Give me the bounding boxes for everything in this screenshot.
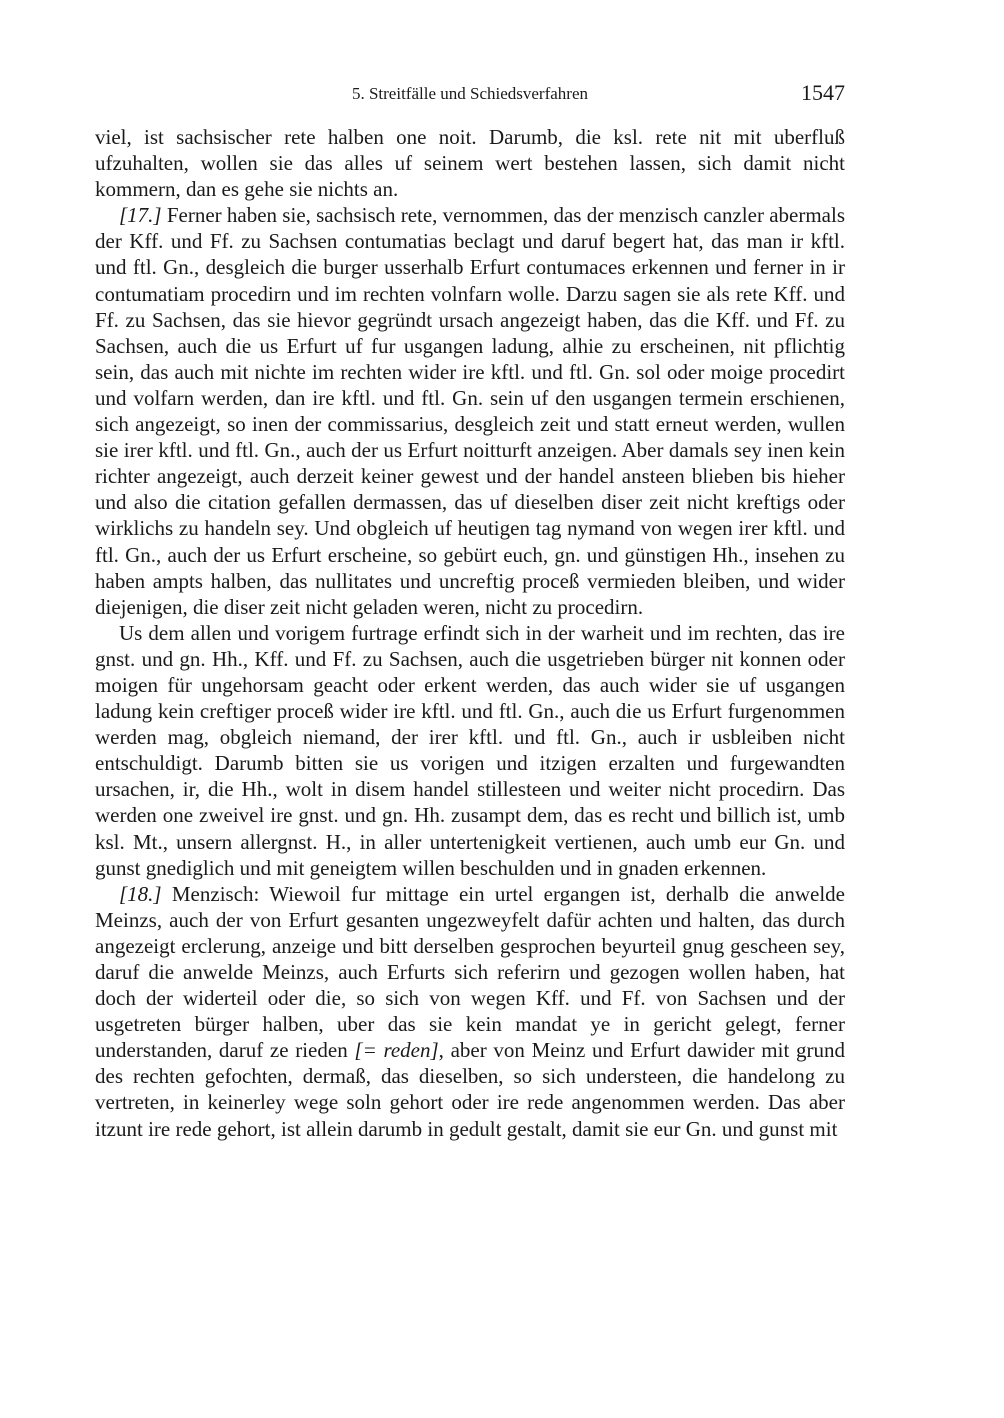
section-marker: [17.] [119,203,162,228]
paragraph-17 [95,202,845,620]
paragraph-text: , aber von Meinz und Erfurt dawider mit grund des rechten gefochten, dermaß, das dieselben, so sich understeen, die handelong zu vertreten, in keinerley wege soln gehort oder ire rede angenommen werden. Das aber itzunt ire rede gehort, ist allein darumb in gedult gestalt, damit sie eur Gn. und gunst mit [95,1038,845,1141]
editorial-note: [= reden] [354,1038,439,1063]
paragraph-18 [95,881,845,1142]
body-text [95,124,845,1142]
running-header [95,80,845,106]
paragraph-conclusion [95,620,845,881]
section-marker: [18.] [119,881,162,906]
paragraph-text: Us dem allen und vorigem furtrage erfindt sich in der warheit und im rechten, das ire gnst. und gn. Hh., Kff. und Ff. zu Sachsen, auch die usgetrieben bürger nit konnen oder moigen für ungehorsam geacht oder erkent werden, das auch wider sie uf usgangen ladung kein creftiger proceß wider ire kftl. und ftl. Gn., auch die us Erfurt furgenommen werden mag, obgleich niemand, der irer kftl. und ftl. Gn., auch ir usbleiben nicht entschuldigt. Darumb bitten sie us vorigen und itzigen erzalten und furgewandten ursachen, ir, die Hh., wolt in disem handel stillesteen und weiter nicht procedirn. Das werden one zweivel ire gnst. und gn. Hh. zusampt dem, das es recht und billich ist, umb ksl. Mt., unsern allergnst. H., in aller untertenigkeit vertienen, auch umb eur Gn. und gunst gnediglich und mit geneigtem willen beschulden und in gnaden erkennen. [95,620,845,880]
paragraph-text: Menzisch: Wiewoil fur mittage ein urtel ergangen ist, derhalb die anwelde Meinzs, auch der von Erfurt gesanten ungezweyfelt dafür achten und halten, das durch angezeigt erclerung, anzeige und bitt derselben gesprochen beyurteil gnug gescheen sey, daruf die anwelde Meinzs, auch Erfurts sich referirn und gezogen wollen haben, hat doch der widerteil oder die, so sich von wegen Kff. und Ff. von Sachsen und der usgetreten bürger halben, uber das sie kein mandat ye in gericht gelegt, ferner understanden, daruf ze rieden [95,881,845,1063]
page-number: 1547 [801,80,845,105]
paragraph-continuation [95,124,845,202]
paragraph-text: Ferner haben sie, sachsisch rete, vernommen, das der menzisch canzler abermals der Kff. und Ff. zu Sachsen contumatias beclagt und daruf begert hat, das man ir kftl. und ftl. Gn., desgleich die burger usserhalb Erfurt contumaces erkennen und ferner in ir contumatiam procedirn und im rechten volnfarn wolle. Darzu sagen sie als rete Kff. und Ff. zu Sachsen, das sie hievor gegründt ursach angezeigt haben, das die Kff. und Ff. zu Sachsen, auch die us Erfurt uf fur usgangen ladung, alhie zu erscheinen, nit pflichtig sein, das auch mit nichte im rechten wider ire kftl. und ftl. Gn. sol oder moige procedirt und volfarn werden, dan ire kftl. und ftl. Gn. sein uf den usgangen termein erschienen, sich angezeigt, so inen der commissarius, desgleich zeit und statt erneut werden, wullen sie irer kftl. und ftl. Gn., auch der us Erfurt noitturft anzeigen. Aber damals sey inen kein richter angezeigt, auch derzeit keiner gewest und der handel ansteen blieben bis hieher und also die citation gefallen dermassen, das uf dieselben diser zeit nicht kreftigs oder wirklichs zu handeln sey. Und obgleich uf heutigen tag nymand von wegen irer kftl. und ftl. Gn., auch der us Erfurt erscheine, so gebürt euch, gn. und günstigen Hh., insehen zu haben ampts halben, das nullitates und uncreftig proceß vermieden bleiben, und wider diejenigen, die diser zeit nicht geladen weren, nicht zu procedirn. [95,203,845,619]
running-title: 5. Streitfälle und Schiedsverfahren [351,84,589,103]
paragraph-text: viel, ist sachsischer rete halben one noit. Darumb, die ksl. rete nit mit uberfluß ufzuhalten, wollen sie das alles uf seinem wert bestehen lassen, sich damit nicht kommern, dan es gehe sie nichts an. [95,125,845,202]
document-page [95,80,845,1142]
